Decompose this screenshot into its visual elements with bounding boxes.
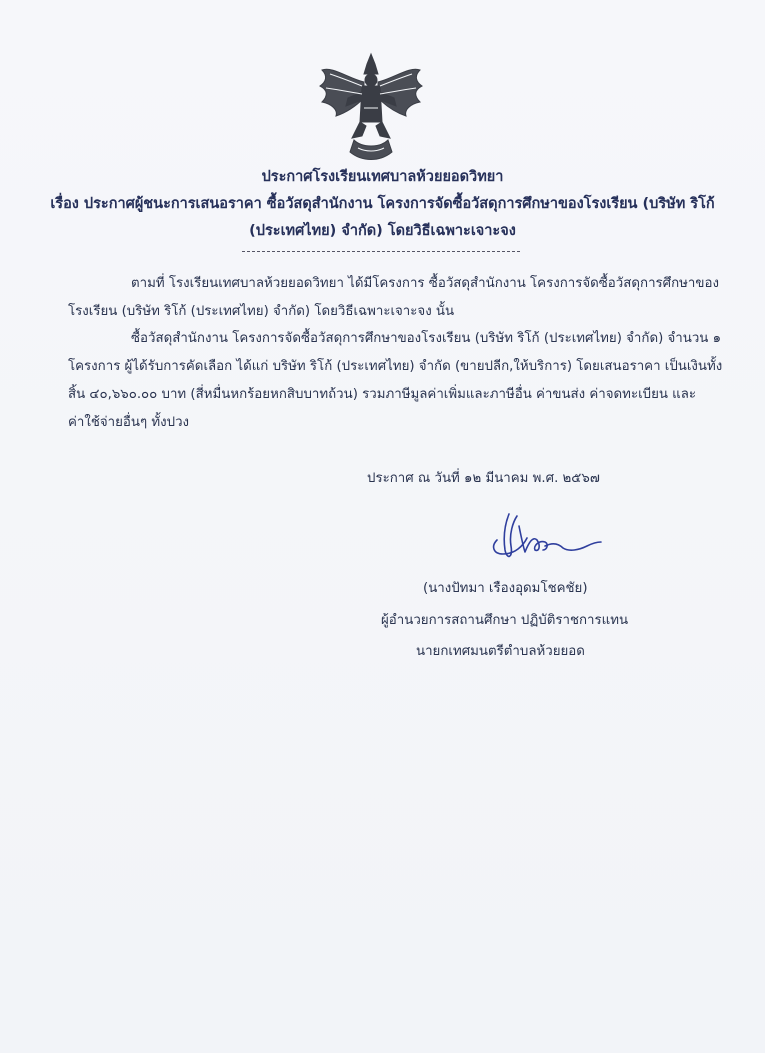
handwritten-signature — [483, 506, 603, 568]
garuda-emblem-icon — [318, 52, 424, 164]
paragraph-1-line-2: โรงเรียน (บริษัท ริโก้ (ประเทศไทย) จำกัด) โดยวิธีเฉพาะเจาะจง นั้น — [68, 304, 455, 319]
announcement-subject-line-1: เรื่อง ประกาศผู้ชนะการเสนอราคา ซื้อวัสดุสำนักงาน โครงการจัดซื้อวัสดุการศึกษาของโรงเรียน (บริษัท ริโก้ — [50, 196, 715, 212]
signatory-position: ผู้อำนวยการสถานศึกษา ปฏิบัติราชการแทน — [381, 613, 629, 628]
announcement-title: ประกาศโรงเรียนเทศบาลห้วยยอดวิทยา — [261, 169, 504, 185]
signatory-name: (นางปัทมา เรืองอุดมโชคชัย) — [423, 581, 588, 596]
paragraph-1-line-1: ตามที่ โรงเรียนเทศบาลห้วยยอดวิทยา ได้มีโครงการ ซื้อวัสดุสำนักงาน โครงการจัดซื้อวัสดุการศึกษาของ — [131, 276, 719, 291]
announcement-subject-line-2: (ประเทศไทย) จำกัด) โดยวิธีเฉพาะเจาะจง — [249, 223, 516, 239]
paragraph-2-line-1: ซื้อวัสดุสำนักงาน โครงการจัดซื้อวัสดุการศึกษาของโรงเรียน (บริษัท ริโก้ (ประเทศไทย) จำกัด) จำนวน ๑ — [131, 331, 722, 346]
announcement-date: ประกาศ ณ วันที่ ๑๒ มีนาคม พ.ศ. ๒๕๖๗ — [367, 471, 600, 486]
signatory-acting-for: นายกเทศมนตรีตำบลห้วยยอด — [416, 644, 585, 659]
paragraph-2-line-4: ค่าใช้จ่ายอื่นๆ ทั้งปวง — [68, 415, 190, 430]
paragraph-2-line-3: สิ้น ๔๐,๖๖๐.๐๐ บาท (สี่หมื่นหกร้อยหกสิบบาทถ้วน) รวมภาษีมูลค่าเพิ่มและภาษีอื่น ค่าขนส่ง ค่าจดทะเบียน และ — [68, 387, 697, 402]
paragraph-2-line-2: โครงการ ผู้ได้รับการคัดเลือก ได้แก่ บริษัท ริโก้ (ประเทศไทย) จำกัด (ขายปลีก,ให้บริการ) โดยเสนอราคา เป็นเงินทั้ง — [68, 359, 723, 374]
header-divider — [242, 251, 520, 252]
